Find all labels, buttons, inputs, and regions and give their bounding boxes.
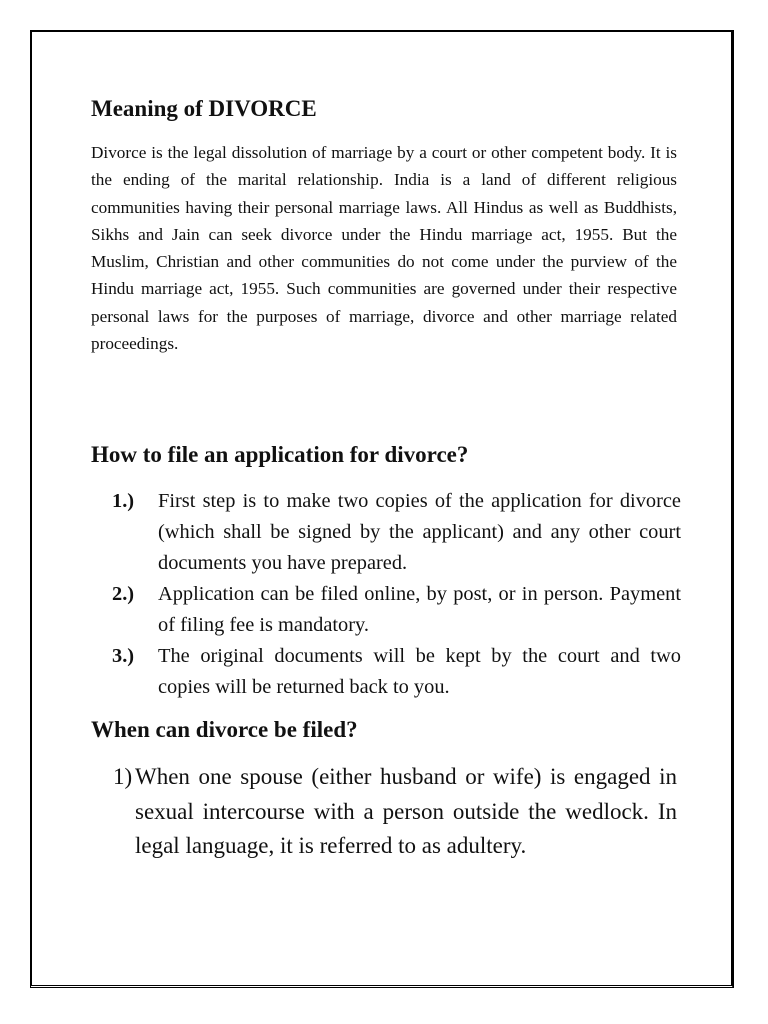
list-item: [91, 760, 677, 864]
section-heading-when-filed: When can divorce be filed?: [91, 717, 358, 742]
list-item: [91, 486, 681, 579]
grounds-list: [91, 760, 677, 864]
filing-steps-list: [91, 486, 681, 703]
list-item-number: 1): [113, 764, 133, 789]
list-item-text: First step is to make two copies of the application for divorce (which shall be signed by the applicant) and any other court documents you have prepared.: [158, 490, 681, 574]
list-item-text: When one spouse (either husband or wife) is engaged in sexual intercourse with a person outside the wedlock. In legal language, it is referred to as adultery.: [135, 764, 677, 858]
list-item-number: 1.): [112, 490, 135, 512]
list-item-text: Application can be filed online, by post, or in person. Payment of filing fee is mandatory.: [158, 583, 681, 636]
meaning-paragraph: Divorce is the legal dissolution of marriage by a court or other competent body. It is the ending of the marital relationship. India is a land of different religious communities having their personal marriage laws. All Hindus as well as Buddhists, Sikhs and Jain can seek divorce under the Hindu marriage act, 1955. But the Muslim, Christian and other communities do not come under the purview of the Hindu marriage act, 1955. Such communities are governed under their respective personal laws for the purposes of marriage, divorce and other marriage related proceedings.: [91, 143, 677, 354]
list-item: [91, 579, 681, 641]
section-heading-how-to-file: How to file an application for divorce?: [91, 442, 469, 467]
list-item: [91, 641, 681, 703]
section-heading-meaning: Meaning of DIVORCE: [91, 96, 317, 121]
list-item-number: 2.): [112, 583, 135, 605]
list-item-text: The original documents will be kept by the court and two copies will be returned back to you.: [158, 645, 681, 698]
list-item-number: 3.): [112, 645, 135, 667]
